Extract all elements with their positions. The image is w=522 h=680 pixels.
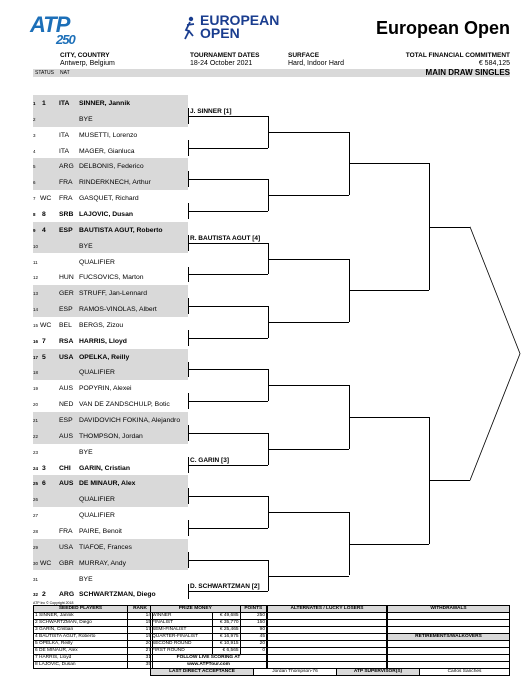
prize-row <box>151 634 267 641</box>
draw-position: 20 <box>33 402 39 408</box>
draw-position: 16 <box>33 338 39 344</box>
seed-number: 5 <box>42 353 46 361</box>
player-name: THOMPSON, Jordan <box>79 432 143 440</box>
draw-line <box>0 148 188 156</box>
rank-header: RANK <box>128 606 153 613</box>
seed-number: 1 <box>42 100 46 107</box>
nat-column-header: NAT <box>60 70 70 76</box>
nationality: FRA <box>59 179 73 187</box>
bracket-line <box>188 338 268 339</box>
bracket-line <box>349 417 429 418</box>
prize-round: SEMI-FINALIST <box>151 627 213 634</box>
draw-position: 31 <box>33 576 39 582</box>
seed-row <box>34 662 153 669</box>
seed-rank: 15 <box>128 620 153 627</box>
acceptance-row <box>150 668 510 676</box>
bracket-line <box>268 512 349 513</box>
nationality: USA <box>59 543 73 551</box>
status-column-header: STATUS <box>35 70 54 76</box>
draw-line <box>0 591 188 599</box>
final-line <box>470 227 520 481</box>
bracket-line <box>188 179 268 180</box>
player-name: MUSETTI, Lorenzo <box>79 131 138 139</box>
prize-money: € 16,975 <box>213 634 240 641</box>
player-name: BYE <box>79 242 93 250</box>
prize-round: WINNER <box>151 613 213 620</box>
seed-row <box>34 634 153 641</box>
seed-row <box>34 641 153 648</box>
points-header: POINTS <box>240 606 266 613</box>
status-badge: WC <box>40 321 52 329</box>
player-name: FUCSOVICS, Marton <box>79 274 144 282</box>
draw-line <box>0 259 188 267</box>
draw-line <box>0 227 188 235</box>
seed-player: 7 HARRIS, Lloyd <box>34 655 128 662</box>
withdrawals-header: WITHDRAWALS <box>388 606 510 613</box>
seed-player: 8 LAJOVIC, Dusan <box>34 662 128 669</box>
surface-label: SURFACE <box>288 52 320 59</box>
seed-row <box>34 613 153 620</box>
draw-line <box>0 465 188 473</box>
player-name: BAUTISTA AGUT, Roberto <box>79 226 163 234</box>
withdrawals-table <box>387 605 510 669</box>
draw-position: 5 <box>33 164 36 170</box>
draw-position: 17 <box>33 354 39 360</box>
commitment-label: TOTAL FINANCIAL COMMITMENT <box>405 52 510 59</box>
nationality: ESP <box>59 226 73 234</box>
nationality: ESP <box>59 417 73 424</box>
player-name: TIAFOE, Frances <box>79 543 132 551</box>
bracket-line <box>188 148 268 149</box>
seed-rank: 14 <box>128 613 153 620</box>
alternates-table <box>267 605 387 669</box>
dates-value: 18-24 October 2021 <box>190 60 253 67</box>
nationality: SRB <box>59 210 74 218</box>
player-name: GARIN, Cristian <box>79 464 130 472</box>
player-name: OPELKA, Reilly <box>79 353 130 361</box>
draw-position: 24 <box>33 465 39 471</box>
player-name: GASQUET, Richard <box>79 195 139 203</box>
player-name: RAMOS-VINOLAS, Albert <box>79 306 157 314</box>
draw-line <box>0 401 188 409</box>
dates-label: TOURNAMENT DATES <box>190 52 260 59</box>
nationality: BEL <box>59 321 72 329</box>
prize-row <box>151 620 267 627</box>
prize-money-table <box>150 605 267 669</box>
seed-number: 3 <box>42 464 46 472</box>
nationality: FRA <box>59 527 73 535</box>
bracket-line <box>268 132 349 133</box>
seed-rank: 35 <box>128 662 153 669</box>
commitment-value: € 584,125 <box>478 60 510 67</box>
seed-row <box>34 655 153 662</box>
nationality: AUS <box>59 480 74 488</box>
draw-position: 29 <box>33 544 39 550</box>
round2-winner: C. GARIN [3] <box>190 456 229 464</box>
prize-points: 45 <box>240 634 266 641</box>
draw-line <box>0 417 188 425</box>
prize-points: 250 <box>240 613 266 620</box>
nationality: AUS <box>59 385 73 393</box>
nationality: NED <box>59 401 74 409</box>
draw-line <box>0 338 188 346</box>
bracket-line <box>268 576 349 577</box>
bracket-line <box>188 528 268 529</box>
bracket-line <box>188 274 268 275</box>
draw-position: 23 <box>33 449 39 455</box>
nationality: ITA <box>59 131 70 139</box>
draw-position: 21 <box>33 418 39 423</box>
prize-money: € 49,685 <box>213 613 240 620</box>
draw-line <box>0 179 188 187</box>
bracket-line <box>268 195 349 196</box>
bracket-line <box>188 369 268 370</box>
player-name: MAGER, Gianluca <box>79 147 135 155</box>
seed-number: 8 <box>42 210 46 218</box>
draw-position: 22 <box>33 433 39 439</box>
bracket-line <box>188 243 268 244</box>
seed-rank: 20 <box>128 641 153 648</box>
player-name: QUALIFIER <box>79 258 115 266</box>
bracket-line <box>188 116 268 117</box>
nationality: ARG <box>59 591 75 599</box>
nationality: AUS <box>59 432 73 440</box>
last-direct-label: LAST DIRECT ACCEPTANCE <box>151 669 254 676</box>
draw-line <box>0 132 188 140</box>
draw-line <box>0 528 188 536</box>
player-name: MURRAY, Andy <box>79 559 126 567</box>
draw-position: 3 <box>33 132 36 138</box>
draw-line <box>0 480 188 488</box>
seed-player: 1 SINNER, Jannik <box>34 613 128 620</box>
draw-line <box>0 116 188 124</box>
draw-position: 26 <box>33 497 39 503</box>
prize-money: € 25,465 <box>213 627 240 634</box>
draw-line <box>0 385 188 393</box>
seed-rank: 31 <box>128 655 153 662</box>
prize-points: 150 <box>240 620 266 627</box>
prize-round: FIRST ROUND <box>151 648 213 655</box>
prize-row <box>151 613 267 620</box>
seed-row <box>34 620 153 627</box>
retirements-header: RETIREMENTS/WALKOVERS <box>388 634 510 641</box>
bracket-line <box>188 465 268 466</box>
bracket-line <box>188 433 268 434</box>
draw-position: 8 <box>33 211 36 217</box>
seed-row <box>34 627 153 634</box>
round2-winner: J. SINNER [1] <box>190 107 232 115</box>
nationality: HUN <box>59 274 74 282</box>
seed-rank: 17 <box>128 627 153 634</box>
bracket-line <box>349 163 429 164</box>
draw-position: 11 <box>33 259 38 265</box>
page-title: European Open <box>375 18 510 38</box>
player-name: DAVIDOVICH FOKINA, Alejandro <box>79 417 181 424</box>
live-scoring-link[interactable]: www.ATPTour.com <box>151 662 267 669</box>
seed-player: 4 BAUTISTA AGUT, Roberto <box>34 634 128 641</box>
player-name: LAJOVIC, Dusan <box>79 210 134 218</box>
bracket-line <box>268 322 349 323</box>
player-name: SINNER, Jannik <box>79 100 130 107</box>
draw-position: 30 <box>33 560 39 566</box>
bracket-line <box>188 496 268 497</box>
nationality: GBR <box>59 559 74 567</box>
draw-line <box>0 449 188 457</box>
seed-player: 6 DE MINAUR, Alex <box>34 648 128 655</box>
prize-money: € 10,915 <box>213 641 240 648</box>
draw-line <box>0 544 188 552</box>
draw-line <box>0 369 188 377</box>
player-name: PAIRE, Benoit <box>79 527 122 535</box>
status-badge: WC <box>40 559 52 567</box>
player-name: BYE <box>79 575 93 583</box>
prize-round: FINALIST <box>151 620 213 627</box>
round2-winner: D. SCHWARTZMAN [2] <box>190 583 260 591</box>
nationality: ARG <box>59 163 74 171</box>
seed-player: 3 GARIN, Cristian <box>34 627 128 634</box>
prize-round: QUARTER-FINALIST <box>151 634 213 641</box>
nationality: CHI <box>59 464 71 472</box>
nationality: USA <box>59 353 74 361</box>
draw-line <box>0 306 188 314</box>
bracket-line <box>268 385 349 386</box>
copyright: ATP Inc © Copyright 2018 <box>33 601 74 605</box>
bracket-line <box>188 560 268 561</box>
draw-line <box>0 243 188 251</box>
seed-number: 2 <box>42 591 46 599</box>
draw-line <box>0 512 188 520</box>
round2-winner: R. BAUTISTA AGUT [4] <box>190 234 261 242</box>
bracket-line <box>429 480 470 481</box>
seed-row <box>34 648 153 655</box>
draw-position: 6 <box>33 180 36 186</box>
prize-money: € 6,565 <box>213 648 240 655</box>
prize-row <box>151 627 267 634</box>
draw-line <box>0 354 188 362</box>
player-name: QUALIFIER <box>79 512 115 520</box>
draw-line <box>0 560 188 568</box>
bracket-line <box>349 544 429 545</box>
draw-position: 25 <box>33 481 39 487</box>
city-value: Antwerp, Belgium <box>60 60 115 67</box>
draw-position: 27 <box>33 513 39 519</box>
draw-position: 4 <box>33 148 36 154</box>
draw-line <box>0 274 188 282</box>
player-name: BYE <box>79 448 93 456</box>
bracket-line <box>188 401 268 402</box>
seed-number: 7 <box>42 337 46 345</box>
draw-position: 9 <box>33 227 36 233</box>
bracket-line <box>268 449 349 450</box>
draw-position: 32 <box>33 592 39 598</box>
draw-position: 14 <box>33 307 39 313</box>
prize-money: € 35,770 <box>213 620 240 627</box>
nationality: ITA <box>59 147 70 155</box>
supervisor-label: ATP SUPERVISOR(S) <box>337 669 420 676</box>
draw-line <box>0 211 188 219</box>
draw-position: 15 <box>33 322 39 328</box>
player-name: STRUFF, Jan-Lennard <box>79 290 147 298</box>
prize-points: 90 <box>240 627 266 634</box>
player-name: BYE <box>79 115 93 123</box>
seed-rank: 19 <box>128 634 153 641</box>
draw-line <box>0 100 188 108</box>
player-name: DE MINAUR, Alex <box>79 480 136 488</box>
draw-line <box>0 163 188 171</box>
seed-number: 4 <box>42 226 46 234</box>
draw-position: 19 <box>33 386 39 392</box>
bracket-line <box>188 211 268 212</box>
player-name: RINDERKNECH, Arthur <box>79 179 151 187</box>
player-name: POPYRIN, Alexei <box>79 385 132 393</box>
draw-line <box>0 433 188 441</box>
draw-position: 28 <box>33 528 39 534</box>
nationality: ESP <box>59 306 73 314</box>
draw-position: 12 <box>33 275 39 281</box>
live-scoring-text: FOLLOW LIVE SCORING AT <box>151 655 267 662</box>
alternates-header: ALTERNATES / LUCKY LOSERS <box>268 606 387 613</box>
player-name: SCHWARTZMAN, Diego <box>79 591 156 599</box>
player-name: QUALIFIER <box>79 496 115 504</box>
status-badge: WC <box>40 195 52 203</box>
draw-position: 2 <box>33 116 36 122</box>
draw-position: 1 <box>33 101 36 106</box>
seed-player: 5 OPELKA, Reilly <box>34 641 128 648</box>
prize-row <box>151 641 267 648</box>
draw-position: 13 <box>33 291 39 297</box>
bracket-line <box>268 259 349 260</box>
draw-position: 10 <box>33 243 39 249</box>
prize-header: PRIZE MONEY <box>151 606 241 613</box>
draw-title: MAIN DRAW SINGLES <box>425 68 510 77</box>
draw-line <box>0 496 188 504</box>
bracket-line <box>429 227 470 228</box>
player-name: DELBONIS, Federico <box>79 163 144 171</box>
atp-logo: ATP 250 <box>30 12 75 47</box>
player-name: QUALIFIER <box>79 369 115 377</box>
player-name: HARRIS, Lloyd <box>79 337 127 345</box>
prize-points: 0 <box>240 648 266 655</box>
european-open-logo: EUROPEAN OPEN <box>182 14 279 40</box>
final-bracket <box>470 0 522 600</box>
surface-value: Hard, Indoor Hard <box>288 60 345 67</box>
bracket-line <box>188 306 268 307</box>
prize-row <box>151 648 267 655</box>
last-direct-value: Jordan Thompson-76 <box>254 669 337 676</box>
draw-position: 7 <box>33 196 36 202</box>
prize-points: 20 <box>240 641 266 648</box>
draw-line <box>0 290 188 298</box>
seeded-players-table <box>33 605 153 669</box>
tennis-player-icon <box>182 16 196 40</box>
prize-round: SECOND ROUND <box>151 641 213 648</box>
player-name: VAN DE ZANDSCHULP, Botic <box>79 401 170 409</box>
bracket-line <box>349 290 429 291</box>
supervisor-value: Carlos Sanches <box>420 669 510 676</box>
seed-number: 6 <box>42 480 46 488</box>
draw-line <box>0 576 188 584</box>
player-name: BERGS, Zizou <box>79 321 124 329</box>
nationality: RSA <box>59 337 74 345</box>
draw-position: 18 <box>33 370 39 376</box>
nationality: ITA <box>59 100 70 107</box>
draw-line <box>0 322 188 330</box>
bracket-line <box>188 591 268 592</box>
nationality: GER <box>59 290 74 298</box>
city-label: CITY, COUNTRY <box>60 52 110 59</box>
nationality: FRA <box>59 195 73 203</box>
draw-line <box>0 195 188 203</box>
seed-rank: 27 <box>128 648 153 655</box>
seed-player: 2 SCHWARTZMAN, Diego <box>34 620 128 627</box>
seeded-header: SEEDED PLAYERS <box>34 606 128 613</box>
